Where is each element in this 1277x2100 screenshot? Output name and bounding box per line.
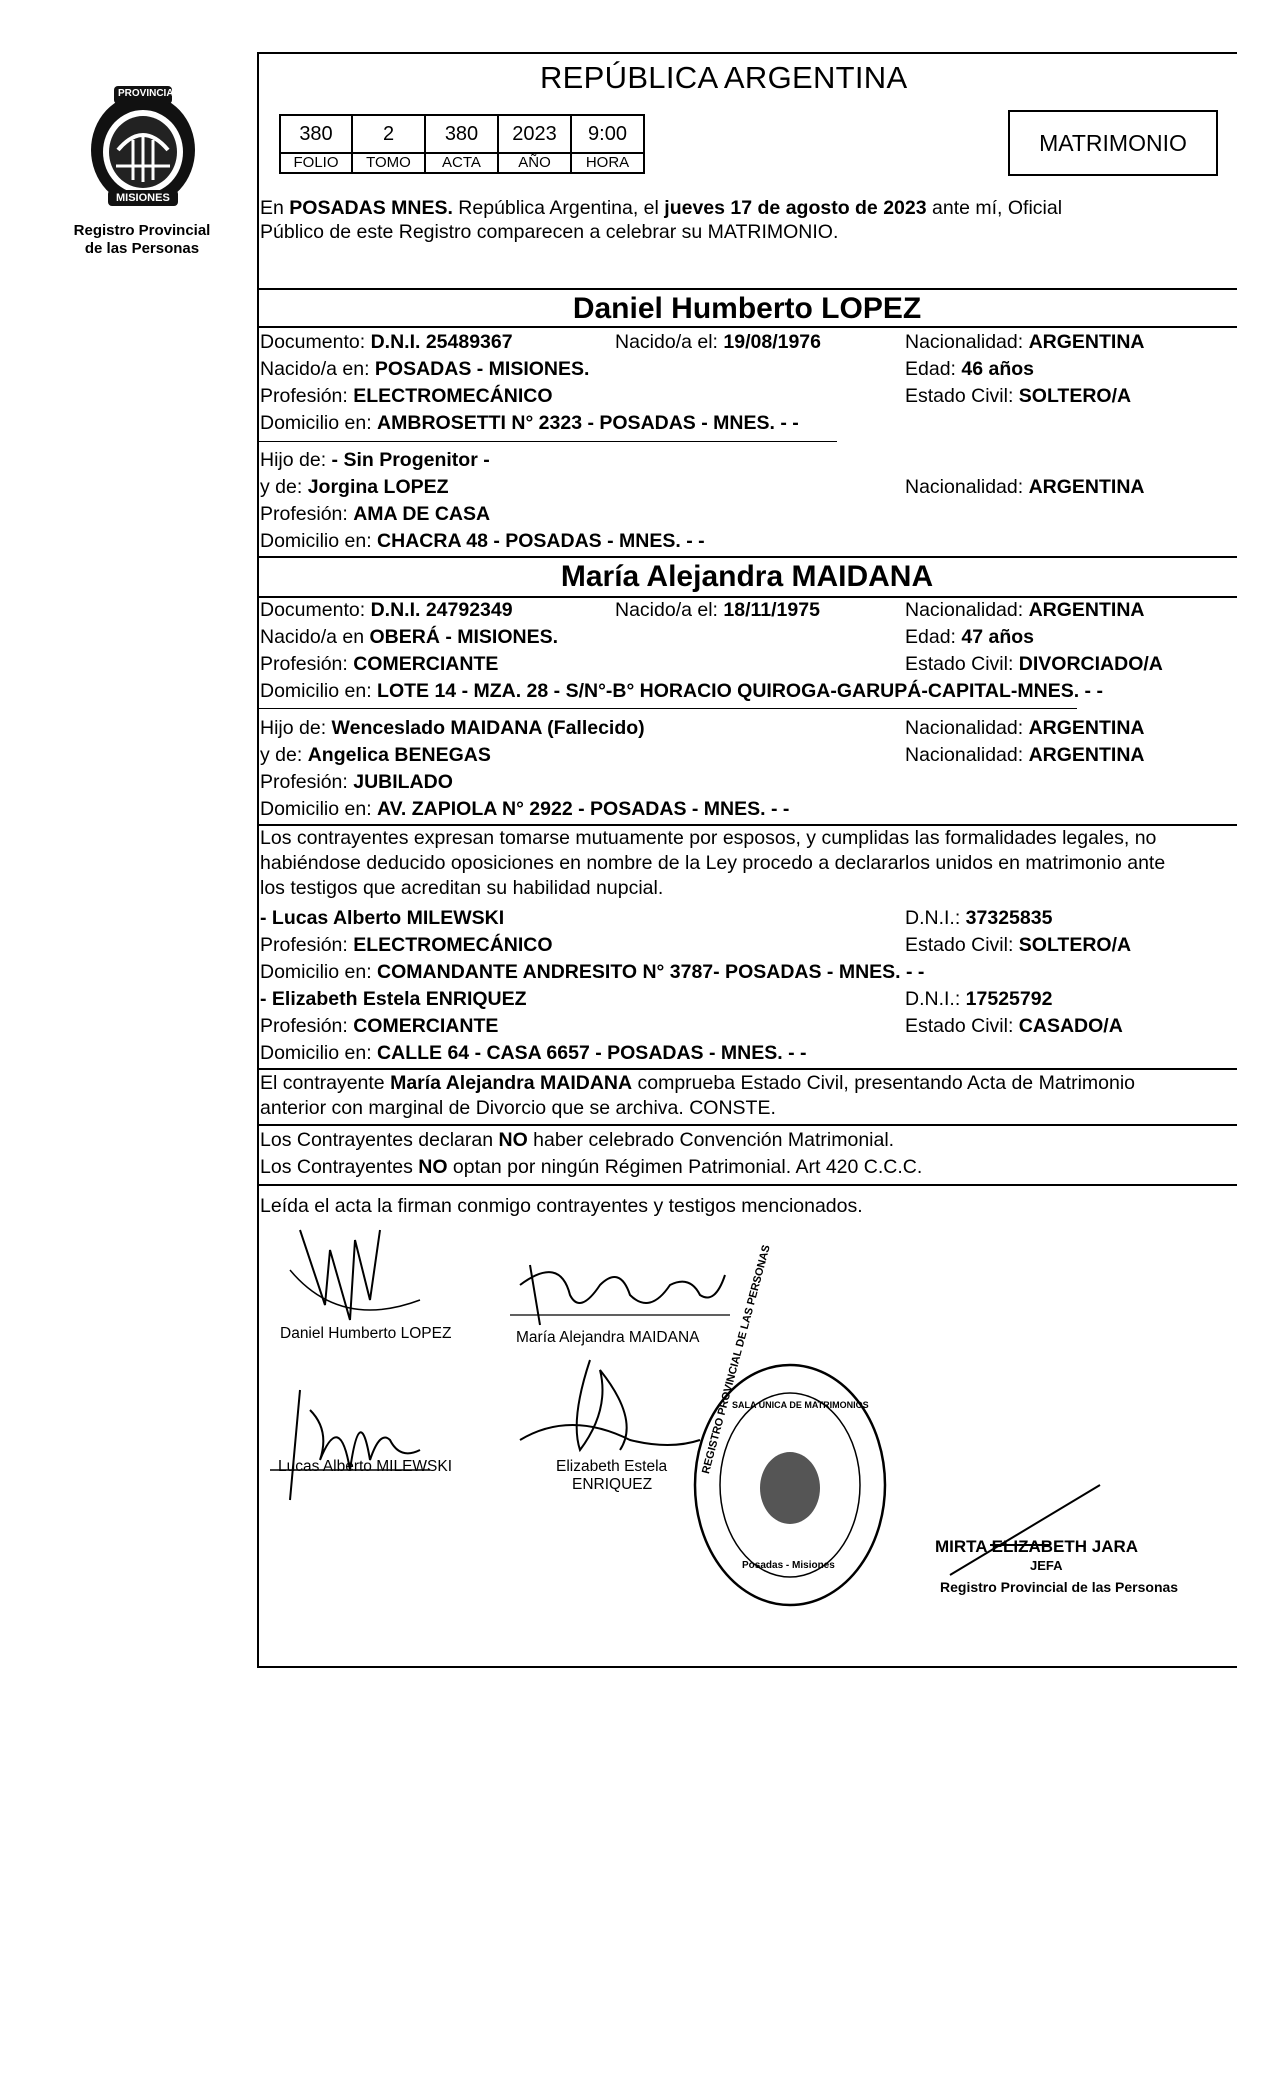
spouse1-nationality <box>905 330 1145 354</box>
label: Domicilio en: <box>260 530 378 552</box>
value: LOTE 14 - MZA. 28 - S/N°-B° HORACIO QUIROGA-GARUPÁ-CAPITAL-MNES. - - <box>377 680 1103 702</box>
value: ELECTROMECÁNICO <box>353 385 553 407</box>
value: ARGENTINA <box>1028 717 1145 739</box>
witness1-civil-status <box>905 933 1131 957</box>
witness2-address <box>260 1041 806 1065</box>
spouse2-age <box>905 625 1034 649</box>
divider <box>257 1068 1237 1070</box>
year-value: 2023 <box>498 115 571 153</box>
country-title: REPÚBLICA ARGENTINA <box>540 60 908 95</box>
convention-line-1 <box>260 1128 894 1152</box>
label: Edad: <box>905 358 962 380</box>
officer-org: Registro Provincial de las Personas <box>940 1579 1179 1595</box>
value: ARGENTINA <box>1028 599 1145 621</box>
official-stamp <box>690 1243 890 1610</box>
civil-proof-line-1 <box>260 1071 1135 1095</box>
witness1-dni <box>905 906 1052 930</box>
registry-logo <box>78 80 208 212</box>
witness1-profession <box>260 933 553 957</box>
civil-proof-line-2: anterior con marginal de Divorcio que se archiva. CONSTE. <box>260 1097 776 1119</box>
value: OBERÁ - MISIONES. <box>369 626 559 648</box>
text: haber celebrado Convención Matrimonial. <box>527 1129 895 1151</box>
spouse2-profession <box>260 652 498 676</box>
value: ARGENTINA <box>1028 476 1145 498</box>
intro-place: POSADAS MNES. <box>289 197 453 219</box>
divider <box>257 441 837 442</box>
spouse1-profession <box>260 384 553 408</box>
divider <box>257 1184 1237 1186</box>
spouse1-birthdate <box>615 330 821 354</box>
divider <box>257 326 1237 328</box>
year-key: AÑO <box>498 153 571 173</box>
spouse1-mother-nationality <box>905 475 1145 499</box>
witness2-name: - Elizabeth Estela ENRIQUEZ <box>260 988 527 1010</box>
value: - Sin Progenitor - <box>331 449 490 471</box>
divider <box>257 1124 1237 1126</box>
label: Domicilio en: <box>260 412 378 434</box>
stamp-outer-text: REGISTRO PROVINCIAL DE LAS PERSONAS <box>700 1243 773 1476</box>
label: Nacionalidad: <box>905 331 1029 353</box>
spouse1-name: Daniel Humberto LOPEZ <box>572 292 922 325</box>
hour-key: HORA <box>571 153 644 173</box>
label: Nacido/a el: <box>615 599 724 621</box>
label: Nacido/a en: <box>260 358 375 380</box>
spouse2-civil-status <box>905 652 1163 676</box>
witness2-civil-status <box>905 1014 1123 1038</box>
label: Nacido/a el: <box>615 331 724 353</box>
spouse2-address <box>260 679 1103 703</box>
officer-role: JEFA <box>1030 1558 1063 1573</box>
value: AMA DE CASA <box>353 503 491 525</box>
spouse2-name: María Alejandra MAIDANA <box>560 560 934 593</box>
value: 18/11/1975 <box>723 599 820 621</box>
signature-maria-icon <box>500 1255 740 1335</box>
acta-value: 380 <box>425 115 498 153</box>
spouse2-father-nationality <box>905 716 1145 740</box>
text: optan por ningún Régimen Patrimonial. Art 420 C.C.C. <box>447 1156 923 1178</box>
spouse2-parent-address <box>260 797 789 821</box>
hour-value: 9:00 <box>571 115 644 153</box>
signature-label-daniel: Daniel Humberto LOPEZ <box>280 1325 452 1342</box>
label: Documento: <box>260 331 371 353</box>
divider <box>257 708 1077 709</box>
intro-line-2: Público de este Registro comparecen a celebrar su MATRIMONIO. <box>260 221 839 243</box>
label: Estado Civil: <box>905 934 1019 956</box>
spouse2-mother-nationality <box>905 743 1145 767</box>
value: María Alejandra MAIDANA <box>390 1072 633 1094</box>
label: Nacionalidad: <box>905 717 1029 739</box>
witness1-name: - Lucas Alberto MILEWSKI <box>260 907 505 929</box>
intro-text: ante mí, Oficial <box>926 197 1063 219</box>
value: SOLTERO/A <box>1018 385 1132 407</box>
label: Domicilio en: <box>260 680 378 702</box>
divider <box>257 556 1237 558</box>
value: CALLE 64 - CASA 6657 - POSADAS - MNES. - - <box>377 1042 807 1064</box>
text: Los Contrayentes <box>260 1156 419 1178</box>
witness1-address <box>260 960 924 984</box>
value: CASADO/A <box>1018 1015 1123 1037</box>
label: Domicilio en: <box>260 798 378 820</box>
spouse2-parent-profession <box>260 770 453 794</box>
spouse1-age <box>905 357 1034 381</box>
label: Domicilio en: <box>260 961 378 983</box>
witness2-profession <box>260 1014 498 1038</box>
value: 17525792 <box>965 988 1053 1010</box>
intro-text: República Argentina, el <box>452 197 665 219</box>
label: Profesión: <box>260 934 354 956</box>
label: Estado Civil: <box>905 385 1019 407</box>
value: NO <box>498 1129 528 1151</box>
label: Documento: <box>260 599 371 621</box>
signature-officer-icon <box>930 1475 1110 1585</box>
spouse2-nationality <box>905 598 1145 622</box>
spouse1-father <box>260 448 490 472</box>
spouse1-parent-address <box>260 529 705 553</box>
intro-text: En <box>260 197 290 219</box>
label: D.N.I.: <box>905 988 966 1010</box>
spouse2-document <box>260 598 513 622</box>
spouse1-document <box>260 330 513 354</box>
spouse1-civil-status <box>905 384 1131 408</box>
value: CHACRA 48 - POSADAS - MNES. - - <box>377 530 705 552</box>
value: AV. ZAPIOLA N° 2922 - POSADAS - MNES. - - <box>377 798 790 820</box>
value: Wenceslado MAIDANA (Fallecido) <box>331 717 645 739</box>
registry-caption-2: de las Personas <box>84 240 200 257</box>
logo-text-bottom: MISIONES <box>116 192 170 204</box>
text: Los Contrayentes declaran <box>260 1129 499 1151</box>
closing-text: Leída el acta la firman conmigo contrayentes y testigos mencionados. <box>260 1195 863 1217</box>
acta-key: ACTA <box>425 153 498 173</box>
registry-meta-table <box>279 114 645 174</box>
label: Domicilio en: <box>260 1042 378 1064</box>
label: Estado Civil: <box>905 1015 1019 1037</box>
value: D.N.I. 24792349 <box>370 599 513 621</box>
label: Estado Civil: <box>905 653 1019 675</box>
declaration-line-2: habiéndose deducido oposiciones en nombre de la Ley procedo a declararlos unidos en matrimonio ante <box>260 852 1166 874</box>
text: El contrayente <box>260 1072 391 1094</box>
label: Profesión: <box>260 653 354 675</box>
value: POSADAS - MISIONES. <box>374 358 590 380</box>
label: Nacido/a en <box>260 626 370 648</box>
label: Edad: <box>905 626 962 648</box>
label: Nacionalidad: <box>905 476 1029 498</box>
spouse1-parent-profession <box>260 502 490 526</box>
declaration-line-3: los testigos que acreditan su habilidad nupcial. <box>260 877 664 899</box>
spouse1-address <box>260 411 799 435</box>
value: D.N.I. 25489367 <box>370 331 513 353</box>
divider <box>257 288 1237 290</box>
officer-name: MIRTA ELIZABETH JARA <box>935 1537 1139 1556</box>
signature-label-lucas: Lucas Alberto MILEWSKI <box>278 1458 453 1475</box>
value: ARGENTINA <box>1028 331 1145 353</box>
label: Hijo de: <box>260 717 332 739</box>
value: 37325835 <box>965 907 1053 929</box>
intro-date: jueves 17 de agosto de 2023 <box>664 197 927 219</box>
value: COMERCIANTE <box>353 653 499 675</box>
document-type-box: MATRIMONIO <box>1008 110 1218 176</box>
spouse2-mother <box>260 743 491 767</box>
folio-value: 380 <box>280 115 352 153</box>
label: Profesión: <box>260 385 354 407</box>
label: y de: <box>260 744 308 766</box>
label: D.N.I.: <box>905 907 966 929</box>
value: 46 años <box>961 358 1035 380</box>
signature-daniel-icon <box>270 1210 430 1330</box>
stamp-bottom-text: Posadas - Misiones <box>742 1560 835 1571</box>
label: Nacionalidad: <box>905 744 1029 766</box>
label: Nacionalidad: <box>905 599 1029 621</box>
value: ARGENTINA <box>1028 744 1145 766</box>
value: DIVORCIADO/A <box>1018 653 1163 675</box>
text: comprueba Estado Civil, presentando Acta de Matrimonio <box>632 1072 1136 1094</box>
label: y de: <box>260 476 308 498</box>
spouse2-father <box>260 716 645 740</box>
stamp-inner-text: SALA ÚNICA DE MATRIMONIOS <box>732 1400 869 1410</box>
convention-line-2 <box>260 1155 922 1179</box>
spouse1-mother <box>260 475 449 499</box>
signature-label-elizabeth-1: Elizabeth Estela <box>556 1458 668 1475</box>
signature-label-elizabeth-2: ENRIQUEZ <box>572 1476 653 1493</box>
declaration-line-1: Los contrayentes expresan tomarse mutuamente por esposos, y cumplidas las formalidades legales, no <box>260 827 1157 849</box>
value: SOLTERO/A <box>1018 934 1132 956</box>
label: Profesión: <box>260 771 354 793</box>
value: COMERCIANTE <box>353 1015 499 1037</box>
label: Hijo de: <box>260 449 332 471</box>
signature-elizabeth-icon <box>510 1350 710 1470</box>
signature-lucas-icon <box>260 1370 440 1510</box>
value: ELECTROMECÁNICO <box>353 934 553 956</box>
tomo-key: TOMO <box>352 153 425 173</box>
label: Profesión: <box>260 503 354 525</box>
folio-key: FOLIO <box>280 153 352 173</box>
value: COMANDANTE ANDRESITO N° 3787- POSADAS - MNES. - - <box>377 961 925 983</box>
tomo-value: 2 <box>352 115 425 153</box>
spouse1-birthplace <box>260 357 589 381</box>
label: Profesión: <box>260 1015 354 1037</box>
value: AMBROSETTI N° 2323 - POSADAS - MNES. - - <box>377 412 799 434</box>
logo-text-top: PROVINCIA <box>118 88 174 99</box>
intro-line-1 <box>260 196 1062 220</box>
value: Angelica BENEGAS <box>307 744 491 766</box>
witness2-dni <box>905 987 1052 1011</box>
value: NO <box>418 1156 448 1178</box>
value: JUBILADO <box>353 771 453 793</box>
spouse2-birthdate <box>615 598 820 622</box>
value: 47 años <box>961 626 1035 648</box>
registry-caption-1: Registro Provincial <box>73 222 211 239</box>
value: Jorgina LOPEZ <box>307 476 449 498</box>
value: 19/08/1976 <box>723 331 822 353</box>
spouse2-birthplace <box>260 625 558 649</box>
signature-label-maria: María Alejandra MAIDANA <box>516 1329 700 1346</box>
